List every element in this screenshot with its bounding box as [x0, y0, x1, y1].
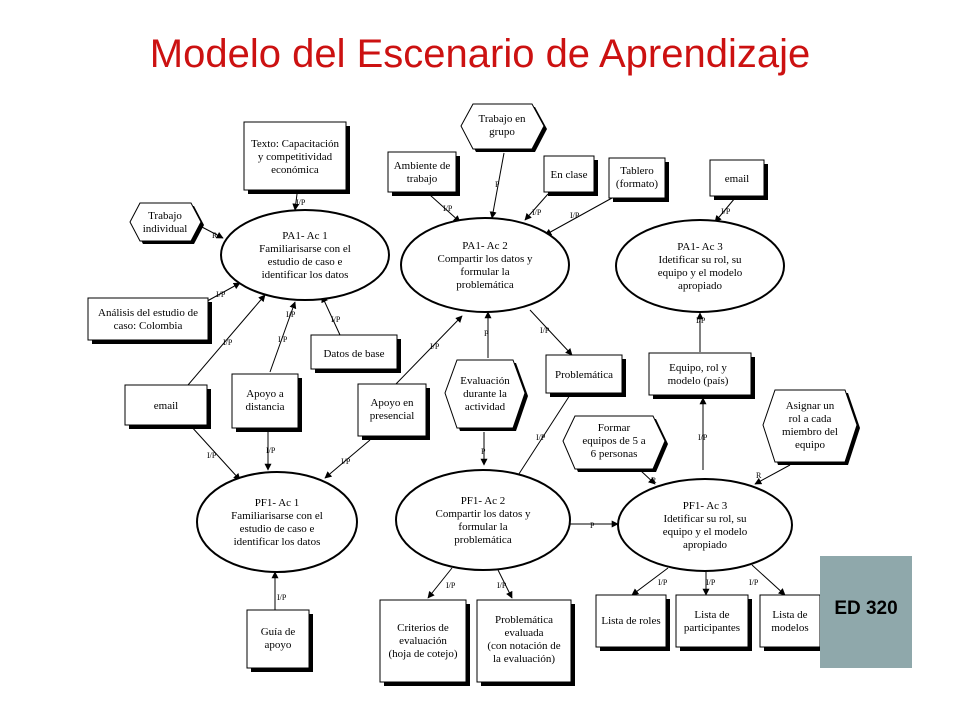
node-line: actividad — [464, 401, 506, 413]
node-line: Compartir los datos y — [437, 253, 533, 265]
node-line: Idetificar su rol, su — [663, 513, 747, 525]
node-line: económica — [271, 164, 319, 176]
node-line: (formato) — [615, 178, 659, 190]
node-line: email — [153, 400, 179, 412]
node-line: grupo — [489, 126, 515, 138]
resource-email-left — [125, 385, 211, 429]
edge-label: I/P — [331, 315, 341, 324]
node-line: estudio de caso e — [239, 523, 315, 535]
node-line: Formar — [597, 422, 631, 434]
node-line: distancia — [245, 401, 285, 413]
node-line: Idetificar su rol, su — [658, 254, 742, 266]
node-line: Texto: Capacitación — [250, 138, 340, 150]
node-line: trabajo — [406, 173, 438, 185]
resource-criterios — [380, 600, 470, 686]
node-line: evaluación — [399, 635, 447, 647]
resource-equipo — [649, 353, 755, 399]
node-line: Trabajo — [148, 210, 182, 222]
node-line: Tablero — [620, 165, 654, 177]
edge-label: I/P — [532, 208, 542, 217]
node-line: modelo (país) — [667, 375, 729, 387]
actor-formar — [563, 416, 668, 472]
resource-datos-base — [311, 335, 401, 373]
node-line: identificar los datos — [233, 536, 321, 548]
resource-lista-roles — [596, 595, 670, 651]
node-line: Datos de base — [323, 348, 385, 360]
node-line: Lista de — [772, 609, 808, 621]
edge-pa1ac2-problematica — [530, 310, 572, 355]
node-line: individual — [142, 223, 188, 235]
node-line: PF1- Ac 3 — [682, 500, 728, 512]
resource-lista-participantes — [676, 595, 752, 651]
edge-label: I/P — [721, 207, 731, 216]
node-line: email — [724, 173, 750, 185]
resource-email-right — [710, 160, 768, 200]
activity-pf1-ac3 — [618, 479, 792, 571]
edge-label: I/P — [286, 310, 296, 319]
edge-label: P — [484, 329, 489, 338]
edge-label: I/P — [207, 451, 217, 460]
resource-apoyo-presencial — [358, 384, 430, 440]
edge-label: R — [651, 476, 657, 485]
node-line: apropiado — [678, 280, 722, 292]
resource-texto — [244, 122, 350, 194]
node-line: 6 personas — [590, 448, 638, 460]
edge-label: I/P — [443, 204, 453, 213]
edge-label: I/P — [277, 593, 287, 602]
edge-label: P — [495, 180, 500, 189]
actor-trabajo-individual — [130, 203, 204, 244]
node-line: y competitividad — [257, 151, 333, 163]
node-line: PA1- Ac 1 — [282, 230, 328, 242]
node-line: Lista de — [694, 609, 730, 621]
node-line: Apoyo a — [246, 388, 284, 400]
actor-evaluacion — [445, 360, 528, 431]
node-line: Apoyo en — [370, 397, 414, 409]
resource-guia — [247, 610, 313, 672]
resource-analisis — [88, 298, 212, 344]
node-line: Ambiente de — [393, 160, 451, 172]
node-line: (hoja de cotejo) — [388, 648, 458, 660]
node-line: PF1- Ac 1 — [254, 497, 300, 509]
edge-label: I/P — [446, 581, 456, 590]
edge-label: I/P — [266, 446, 276, 455]
node-line: problemática — [454, 534, 512, 546]
node-line: identificar los datos — [261, 269, 349, 281]
node-line: Asignar un — [785, 400, 835, 412]
node-line: participantes — [683, 622, 741, 634]
node-line: caso: Colombia — [113, 320, 183, 332]
node-line: estudio de caso e — [267, 256, 343, 268]
activity-pa1-ac1 — [221, 210, 389, 300]
diagram-title: Modelo del Escenario de Aprendizaje — [149, 32, 811, 76]
node-line: evaluada — [504, 627, 544, 639]
node-line: formular la — [458, 521, 508, 533]
node-line: apoyo — [264, 639, 292, 651]
resource-problematica — [546, 355, 626, 397]
node-line: la evaluación) — [493, 653, 555, 665]
node-line: (con notación de — [487, 640, 561, 652]
edge-label: I/P — [497, 581, 507, 590]
edge-label: I/P — [658, 578, 668, 587]
actor-asignar — [763, 390, 860, 465]
edge-label: I/P — [696, 316, 706, 325]
edge-label: P — [481, 447, 486, 456]
node-line: Lista de roles — [601, 615, 661, 627]
edge-label: I/P — [296, 198, 306, 207]
actor-trabajo-grupo — [461, 104, 547, 152]
edge-label: I/P — [540, 326, 550, 335]
edge-label: I/P — [430, 342, 440, 351]
resource-apoyo-distancia — [232, 374, 302, 432]
node-line: equipo y el modelo — [662, 526, 748, 538]
resource-ambiente — [388, 152, 460, 196]
node-line: En clase — [550, 169, 588, 181]
node-line: Problemática — [554, 369, 614, 381]
node-line: equipo y el modelo — [657, 267, 743, 279]
edge-label: I/P — [278, 335, 288, 344]
edge-label: R — [212, 231, 218, 240]
resource-lista-modelos — [760, 595, 824, 651]
node-line: PF1- Ac 2 — [460, 495, 506, 507]
node-line: Criterios de — [397, 622, 449, 634]
node-line: Equipo, rol y — [669, 362, 727, 374]
node-line: miembro del — [782, 426, 838, 438]
node-line: durante la — [463, 388, 507, 400]
node-line: Compartir los datos y — [435, 508, 531, 520]
edge-label: I/P — [216, 290, 226, 299]
activity-pf1-ac1 — [197, 472, 357, 572]
node-line: Problemática — [494, 614, 554, 626]
edge-label: I/P — [536, 433, 546, 442]
activity-pa1-ac2 — [401, 218, 569, 312]
activity-pf1-ac2 — [396, 470, 570, 570]
resource-en-clase — [544, 156, 598, 196]
resource-tablero — [609, 158, 669, 202]
node-line: PA1- Ac 2 — [462, 240, 508, 252]
edge-label: I/P — [749, 578, 759, 587]
node-line: apropiado — [683, 539, 727, 551]
node-line: Análisis del estudio de — [98, 307, 198, 319]
node-line: equipos de 5 a — [582, 435, 646, 447]
edge-label: I/P — [570, 211, 580, 220]
node-line: Guía de — [260, 626, 296, 638]
node-line: Evaluación — [460, 375, 510, 387]
node-line: Familiarisarse con el — [231, 510, 323, 522]
node-line: equipo — [795, 439, 825, 451]
edge-label: I/P — [706, 578, 716, 587]
edge-label: P — [590, 521, 595, 530]
node-line: presencial — [369, 410, 415, 422]
node-line: rol a cada — [788, 413, 832, 425]
node-line: PA1- Ac 3 — [677, 241, 723, 253]
edge-label: I/P — [698, 433, 708, 442]
edge-label: I/P — [223, 338, 233, 347]
node-line: problemática — [456, 279, 514, 291]
node-line: formular la — [460, 266, 510, 278]
node-line: Familiarisarse con el — [259, 243, 351, 255]
edge-label: I/P — [341, 457, 351, 466]
node-line: modelos — [771, 622, 809, 634]
activity-pa1-ac3 — [616, 220, 784, 312]
node-line: Trabajo en — [478, 113, 526, 125]
edge-label: R — [756, 471, 762, 480]
resource-prob-evaluada — [477, 600, 575, 686]
course-badge-label: ED 320 — [834, 598, 898, 619]
